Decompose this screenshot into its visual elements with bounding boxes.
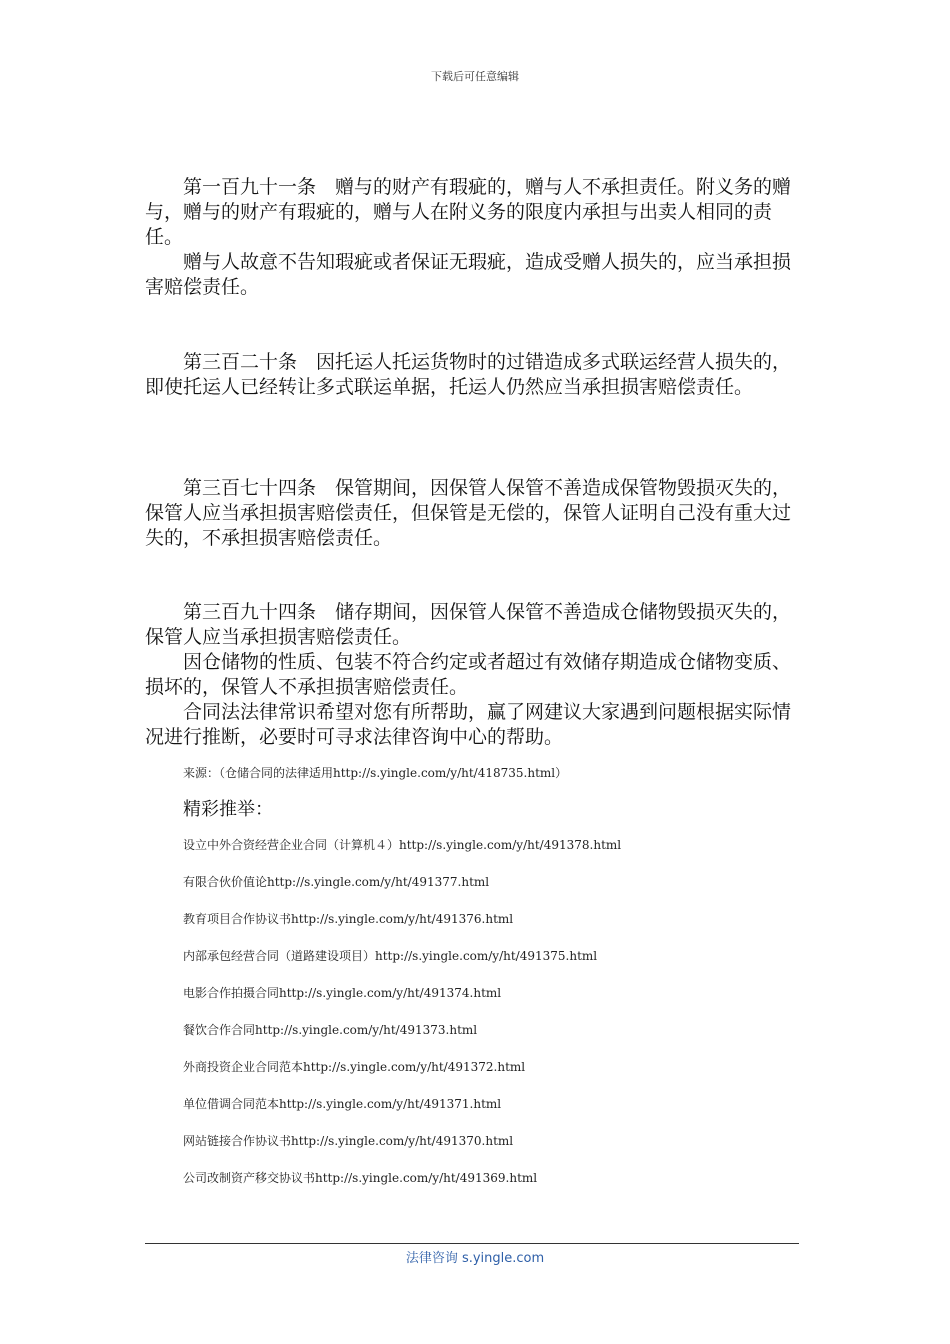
list-item — [183, 947, 621, 984]
recommend-link[interactable]: 单位借调合同范本http://s.yingle.com/y/ht/491371.html — [183, 1097, 502, 1111]
list-item — [183, 873, 621, 910]
list-item — [183, 910, 621, 947]
article-paragraph: 第三百九十四条 储存期间，因保管人保管不善造成仓储物毁损灭失的，保管人应当承担损害赔偿责任。 — [145, 601, 792, 648]
recommend-link[interactable]: 电影合作拍摄合同http://s.yingle.com/y/ht/491374.html — [183, 986, 502, 1000]
recommend-link[interactable]: 教育项目合作协议书http://s.yingle.com/y/ht/491376.html — [183, 912, 514, 926]
article-paragraph: 赠与人故意不告知瑕疵或者保证无瑕疵，造成受赠人损失的，应当承担损害赔偿责任。 — [145, 251, 792, 298]
list-item — [183, 1169, 621, 1206]
recommend-list — [183, 836, 621, 1206]
recommend-link[interactable]: 有限合伙价值论http://s.yingle.com/y/ht/491377.html — [183, 875, 490, 889]
list-item — [183, 1095, 621, 1132]
closing-paragraph: 合同法法律常识希望对您有所帮助，赢了网建议大家遇到问题根据实际情况进行推断，必要时可寻求法律咨询中心的帮助。 — [145, 701, 792, 748]
list-item — [183, 1132, 621, 1169]
article-320 — [145, 350, 809, 400]
article-paragraph: 第三百二十条 因托运人托运货物时的过错造成多式联运经营人损失的，即使托运人已经转让多式联运单据，托运人仍然应当承担损害赔偿责任。 — [145, 351, 792, 398]
recommend-link[interactable]: 公司改制资产移交协议书http://s.yingle.com/y/ht/491369.html — [183, 1171, 538, 1185]
recommend-link[interactable]: 内部承包经营合同（道路建设项目）http://s.yingle.com/y/ht/491375.html — [183, 949, 598, 963]
article-paragraph: 因仓储物的性质、包装不符合约定或者超过有效储存期造成仓储物变质、损坏的，保管人不承担损害赔偿责任。 — [145, 651, 792, 698]
recommend-link[interactable]: 外商投资企业合同范本http://s.yingle.com/y/ht/491372.html — [183, 1060, 526, 1074]
article-paragraph: 第一百九十一条 赠与的财产有瑕疵的，赠与人不承担责任。附义务的赠与，赠与的财产有瑕疵的，赠与人在附义务的限度内承担与出卖人相同的责任。 — [145, 176, 792, 248]
list-item — [183, 836, 621, 873]
recommend-link[interactable]: 设立中外合资经营企业合同（计算机４）http://s.yingle.com/y/ht/491378.html — [183, 838, 622, 852]
recommend-link[interactable]: 餐饮合作合同http://s.yingle.com/y/ht/491373.html — [183, 1023, 478, 1037]
recommend-link[interactable]: 网站链接合作协议书http://s.yingle.com/y/ht/491370.html — [183, 1134, 514, 1148]
list-item — [183, 984, 621, 1021]
list-item — [183, 1021, 621, 1058]
footer-link[interactable]: 法律咨询 s.yingle.com — [405, 1251, 545, 1266]
footer-divider — [145, 1243, 799, 1244]
article-191 — [145, 175, 809, 300]
article-394 — [145, 600, 809, 750]
article-374 — [145, 476, 809, 551]
article-paragraph: 第三百七十四条 保管期间，因保管人保管不善造成保管物毁损灭失的，保管人应当承担损害赔偿责任，但保管是无偿的，保管人证明自己没有重大过失的，不承担损害赔偿责任。 — [145, 477, 792, 549]
source-line: 来源：（仓储合同的法律适用http://s.yingle.com/y/ht/418735.html） — [183, 766, 568, 780]
page-header: 下载后可任意编辑 — [431, 70, 519, 83]
recommend-title: 精彩推举： — [183, 799, 273, 820]
list-item — [183, 1058, 621, 1095]
